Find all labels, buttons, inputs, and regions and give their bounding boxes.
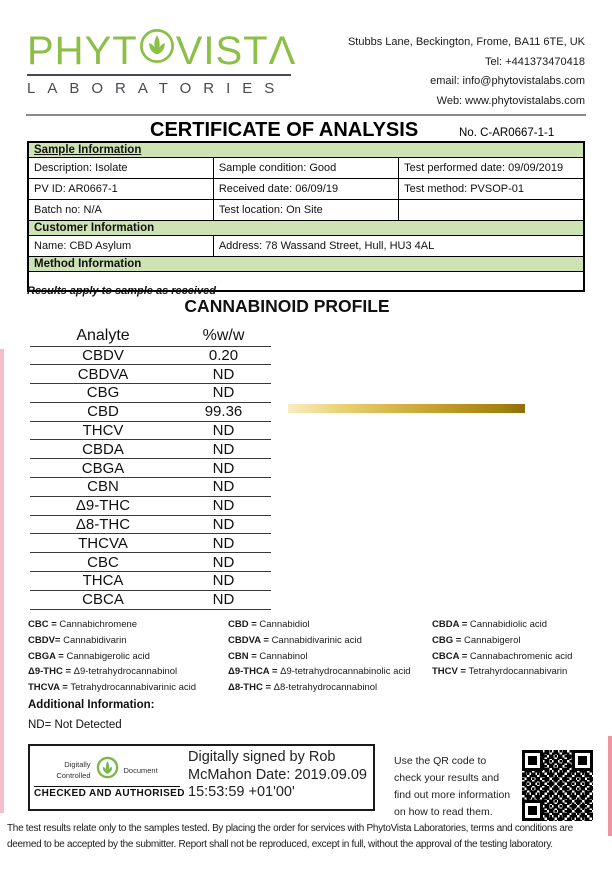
stamp-controlled-label: Controlled <box>56 771 91 780</box>
analyte-table-header <box>30 327 271 346</box>
legend-item: CBN = Cannabinol <box>228 650 308 662</box>
scan-artifact-left <box>0 349 4 813</box>
legend-item: THCVA = Tetrahydrocannabivarinic acid <box>28 682 197 694</box>
analyte-row <box>30 515 271 534</box>
legend-column-3 <box>432 617 572 680</box>
scan-artifact-right <box>608 736 612 836</box>
logo-final-letter: Λ <box>268 28 297 73</box>
table-row <box>28 158 584 179</box>
legend-item: CBD = Cannabidiol <box>228 619 310 630</box>
header-divider <box>26 114 586 116</box>
legend-column-2 <box>228 617 411 696</box>
legend-item: Δ9-THCA = Δ9-tetrahydrocannabinolic acid <box>228 666 411 678</box>
legend-item: CBDVA = Cannabidivarinic acid <box>228 634 362 646</box>
analyte-name: CBN <box>30 478 176 497</box>
stamp-document-label: Document <box>123 765 158 775</box>
table-row <box>28 236 584 257</box>
analyte-name: CBGA <box>30 459 176 478</box>
qr-finder-bottom-left <box>522 800 543 821</box>
analyte-value: ND <box>176 496 271 515</box>
stamp-digitally-label: Digitally <box>64 760 91 769</box>
cannabinoid-profile-title: CANNABINOID PROFILE <box>184 296 390 316</box>
digital-signature-text: Digitally signed by Rob McMahon Date: 2019.09.09 15:53:59 +01'00' <box>188 749 367 800</box>
method-information-title: Method Information <box>28 257 584 272</box>
analyte-name: THCA <box>30 572 176 591</box>
analyte-row <box>30 572 271 591</box>
analyte-value: ND <box>176 534 271 553</box>
certificate-title: CERTIFICATE OF ANALYSIS <box>150 119 419 141</box>
analyte-row <box>30 553 271 572</box>
leaf-circle-icon <box>139 28 175 73</box>
analyte-name: CBDA <box>30 440 176 459</box>
legend-item: CBGA = Cannabigerolic acid <box>28 650 150 662</box>
logo-subtitle: LABORATORIES <box>27 80 287 97</box>
customer-information-title: Customer Information <box>28 221 584 236</box>
analyte-value: ND <box>176 459 271 478</box>
qr-finder-top-left <box>522 750 543 771</box>
gold-gradient-bar <box>288 404 525 413</box>
info-table <box>27 141 585 292</box>
analyte-row <box>30 459 271 478</box>
analyte-name: THCV <box>30 421 176 440</box>
table-row <box>28 179 584 200</box>
test-location-cell: Test location: On Site <box>213 200 398 221</box>
results-note: Results apply to sample as received <box>27 285 216 297</box>
digitally-controlled-stamp <box>30 746 184 809</box>
analyte-name: Δ8-THC <box>30 515 176 534</box>
analyte-value: ND <box>176 572 271 591</box>
legend-item: Δ9-THC = Δ9-tetrahydrocannabinol <box>28 666 178 678</box>
contact-address: Stubbs Lane, Beckington, Frome, BA11 6TE, UK <box>347 36 585 48</box>
certificate-number: No. C-AR0667-1-1 <box>459 127 555 139</box>
sample-condition-cell: Sample condition: Good <box>213 158 398 179</box>
qr-code <box>519 747 596 824</box>
analyte-column-header: Analyte <box>30 327 176 346</box>
analyte-row <box>30 534 271 553</box>
signature-box <box>28 744 375 811</box>
qr-instruction-text: Use the QR code to check your results and find out more information on how to read them. <box>394 755 511 818</box>
description-cell: Description: Isolate <box>28 158 213 179</box>
pv-id-cell: PV ID: AR0667-1 <box>28 179 213 200</box>
analyte-row <box>30 346 271 365</box>
analyte-value: ND <box>176 384 271 403</box>
test-method-cell: Test method: PVSOP-01 <box>399 179 584 200</box>
qr-finder-top-right <box>572 750 593 771</box>
analyte-name: CBC <box>30 553 176 572</box>
legend-item: CBG = Cannabigerol <box>432 634 521 646</box>
logo-wordmark <box>27 28 296 73</box>
stamp-leaf-icon <box>96 756 119 784</box>
sample-information-title: Sample Information <box>28 142 584 158</box>
analyte-value: ND <box>176 421 271 440</box>
nd-note: ND= Not Detected <box>28 719 122 731</box>
customer-information-header <box>28 221 584 236</box>
received-date-cell: Received date: 06/09/19 <box>213 179 398 200</box>
legend-item: CBDA = Cannabidiolic acid <box>432 619 548 630</box>
analyte-name: CBDV <box>30 346 176 365</box>
customer-name-cell: Name: CBD Asylum <box>28 236 213 257</box>
analyte-name: THCVA <box>30 534 176 553</box>
customer-address-cell: Address: 78 Wassand Street, Hull, HU3 4AL <box>213 236 584 257</box>
phytovista-logo <box>27 28 296 97</box>
footer-disclaimer: The test results relate only to the samples tested. By placing the order for services with PhytoVista Laboratories, terms and conditions are deemed to be accepted by the submitter. Report shall not be reproduced, except in full, without the approval of the testing laboratory. <box>7 823 573 850</box>
analyte-name: CBCA <box>30 590 176 609</box>
analyte-row <box>30 365 271 384</box>
analyte-value: ND <box>176 478 271 497</box>
logo-text-end: VIST <box>175 28 269 73</box>
logo-divider <box>27 74 291 76</box>
analyte-value: ND <box>176 365 271 384</box>
analyte-row <box>30 402 271 421</box>
batch-no-cell: Batch no: N/A <box>28 200 213 221</box>
contact-tel: Tel: +441373470418 <box>484 55 585 68</box>
legend-column-1 <box>28 617 196 696</box>
legend-item: CBCA = Cannabachromenic acid <box>432 650 573 662</box>
legend-item: THCV = Tetrahyrdocannabivarin <box>432 666 568 678</box>
test-performed-date-cell: Test performed date: 09/09/2019 <box>399 158 584 179</box>
analyte-name: CBD <box>30 402 176 421</box>
contact-email: email: info@phytovistalabs.com <box>430 75 585 87</box>
additional-information-title: Additional Information: <box>28 699 155 711</box>
analyte-row <box>30 384 271 403</box>
table-row <box>28 200 584 221</box>
analyte-value: ND <box>176 515 271 534</box>
empty-cell <box>399 200 584 221</box>
analyte-name: Δ9-THC <box>30 496 176 515</box>
analyte-value: 0.20 <box>176 346 271 365</box>
analyte-value: 99.36 <box>176 402 271 421</box>
analyte-value: ND <box>176 440 271 459</box>
analyte-row <box>30 421 271 440</box>
analyte-name: CBDVA <box>30 365 176 384</box>
analyte-row <box>30 496 271 515</box>
legend-item: Δ8-THC = Δ8-tetrahydrocannabinol <box>228 682 378 694</box>
analyte-row <box>30 590 271 609</box>
contact-web: Web: www.phytovistalabs.com <box>436 94 585 107</box>
analyte-value: ND <box>176 553 271 572</box>
contact-block <box>348 33 585 111</box>
method-information-header <box>28 257 584 272</box>
analyte-name: CBG <box>30 384 176 403</box>
analyte-row <box>30 478 271 497</box>
logo-text-start: PHYT <box>27 28 138 73</box>
analyte-value: ND <box>176 590 271 609</box>
sample-information-header <box>28 142 584 158</box>
analyte-row <box>30 440 271 459</box>
analyte-table <box>30 327 271 610</box>
percent-column-header: %w/w <box>176 327 271 346</box>
legend-item: CBDV= Cannabidivarin <box>28 634 127 646</box>
legend-item: CBC = Cannabichromene <box>28 619 138 630</box>
checked-authorised-label: CHECKED AND AUTHORISED <box>34 788 185 799</box>
